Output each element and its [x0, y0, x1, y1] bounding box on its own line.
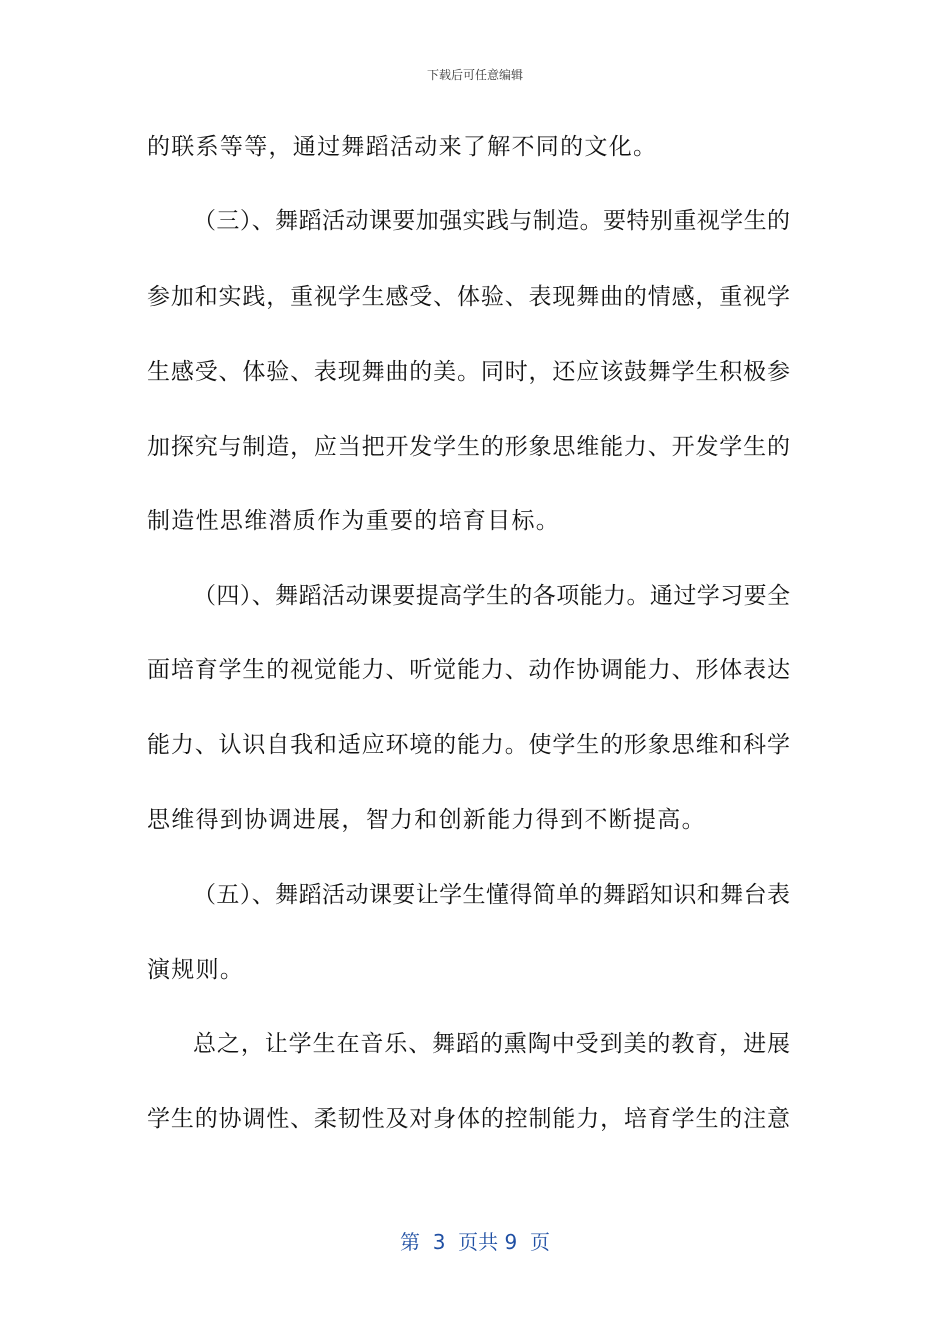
header-note: 下载后可任意编辑 [426, 68, 523, 82]
text-line: （五）、舞蹈活动课要让学生懂得简单的舞蹈知识和舞台表 [193, 882, 790, 908]
text-line: 思维得到协调进展，智力和创新能力得到不断提高。 [147, 807, 706, 833]
text-line: 加探究与制造，应当把开发学生的形象思维能力、开发学生的 [147, 434, 790, 460]
text-line: 面培育学生的视觉能力、听觉能力、动作协调能力、形体表达 [147, 657, 790, 683]
text-line: 制造性思维潜质作为重要的培育目标。 [147, 508, 561, 534]
text-line: （三）、舞蹈活动课要加强实践与制造。要特别重视学生的 [193, 208, 790, 234]
text-line: 参加和实践，重视学生感受、体验、表现舞曲的情感，重视学 [147, 284, 790, 310]
text-line: 能力、认识自我和适应环境的能力。使学生的形象思维和科学 [147, 732, 790, 758]
text-line: 总之，让学生在音乐、舞蹈的熏陶中受到美的教育，进展 [193, 1031, 790, 1057]
page-number-footer: 第 3 页共 9 页 [400, 1230, 550, 1254]
text-line: 学生的协调性、柔韧性及对身体的控制能力，培育学生的注意 [147, 1106, 790, 1132]
text-line: 的联系等等，通过舞蹈活动来了解不同的文化。 [147, 134, 658, 160]
text-line: 演规则。 [147, 957, 245, 983]
text-line: （四）、舞蹈活动课要提高学生的各项能力。通过学习要全 [193, 583, 790, 609]
text-line: 生感受、体验、表现舞曲的美。同时，还应该鼓舞学生积极参 [147, 359, 790, 385]
